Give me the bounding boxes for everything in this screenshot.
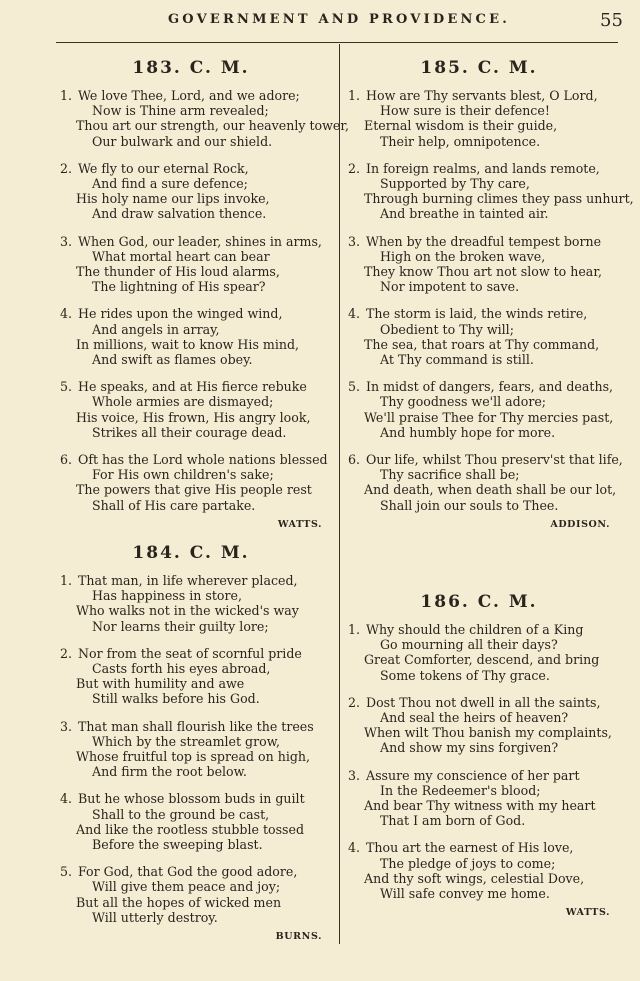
verse-line: And humbly hope for more. [380,424,556,440]
verse-line: 2. We fly to our eternal Rock, [60,160,249,176]
verse-line: 2. Nor from the seat of scornful pride [60,645,302,661]
hymn-author: WATTS. [565,907,610,919]
verse [60,161,322,222]
verse [60,646,322,707]
verse-line: Thou art our strength, our heavenly tower, [76,118,349,134]
verse-line: Our bulwark and our shield. [92,133,273,149]
verse-line: And angels in array, [92,321,220,337]
verse [60,379,322,440]
verse-line: The pledge of joys to come; [380,855,556,871]
verse-number: 2. [348,160,361,176]
verse-line: And draw salvation thence. [92,206,267,222]
verse-line: 1. How are Thy servants blest, O Lord, [348,88,598,103]
verse-line: And seal the heirs of heaven? [380,710,569,726]
running-head [0,10,640,38]
verse-line: And find a sure defence; [92,176,248,192]
verse [60,452,328,513]
verse-line: 3. Assure my conscience of her part [348,767,580,783]
verse-line: And bear Thy witness with my heart [364,798,596,814]
verse-line: And death, when death shall be our lot, [364,482,617,498]
verse-line: 3. That man shall flourish like the trees [60,718,314,734]
verse-line: And thy soft wings, celestial Dove, [364,870,585,886]
verse [60,791,322,852]
hymn-author: WATTS. [277,518,322,530]
verse-line: Nor learns their guilty lore; [92,618,269,634]
verse [60,573,322,634]
column-divider [339,44,340,944]
verse-number: 1. [348,88,361,103]
verse-line: Which by the streamlet grow, [92,733,281,749]
verse-line: His voice, His frown, His angry look, [76,409,311,425]
verse-line: Will give them peace and joy; [92,879,281,895]
hymn-title: 186. C. M. [420,592,538,612]
verse-line: 5. He speaks, and at His fierce rebuke [60,379,307,395]
verse [348,88,610,149]
verse [348,695,610,756]
hymn-186 [348,592,610,918]
verse-number: 1. [348,622,361,637]
verse-line: Thy goodness we'll adore; [380,394,547,410]
verse-line: Whole armies are dismayed; [92,394,274,410]
verse-line: And show my sins forgiven? [380,740,559,756]
verse-line: Whose fruitful top is spread on high, [76,749,311,765]
verse-line: 5. In midst of dangers, fears, and deaths, [348,379,614,395]
verse-line: Will safe convey me home. [380,886,550,902]
verse [60,719,322,780]
verse-line: 3. When God, our leader, shines in arms, [60,233,322,249]
verse-number: 4. [348,306,361,322]
verse-line: Go mourning all their days? [380,637,558,653]
verse-number: 1. [60,88,73,103]
verse-line: Great Comforter, descend, and bring [364,652,600,668]
verse-line: In millions, wait to know His mind, [76,336,300,352]
verse-line: Now is Thine arm revealed; [92,103,269,119]
verse-number: 2. [348,694,361,710]
verse-number: 4. [60,306,73,322]
verse-line: And like the rootless stubble tossed [76,821,305,837]
verse [348,234,610,295]
verse [348,379,614,440]
verse-line: And firm the root below. [92,764,247,780]
verse-number: 5. [348,379,361,395]
verse-line: High on the broken wave, [380,248,546,264]
verse-line: Shall join our souls to Thee. [380,497,559,513]
verse-line: Shall of His care partake. [92,497,256,513]
verse-line: When wilt Thou banish my complaints, [364,725,612,741]
verse-line: 2. In foreign realms, and lands remote, [348,160,600,176]
verse [348,160,634,222]
hymn-183 [60,58,349,530]
verse-line: And swift as flames obey. [92,352,253,368]
verse-line: Casts forth his eyes abroad, [92,661,271,677]
verse-line: Nor impotent to save. [380,279,520,295]
verse-line: 6. Oft has the Lord whole nations blessed [60,452,328,468]
verse-line: 3. When by the dreadful tempest borne [348,233,602,249]
verse-line: And breathe in tainted air. [380,206,549,222]
verse-line: His holy name our lips invoke, [76,191,270,207]
verse-line: Through burning climes they pass unhurt, [364,191,634,207]
verse-line: That I am born of God. [380,813,526,829]
verse-line: 2. Dost Thou not dwell in all the saints, [348,694,601,710]
verse [60,88,349,149]
verse [60,864,322,925]
verse-number: 5. [60,379,73,395]
hymn-185 [348,58,634,530]
verse-line: The powers that give His people rest [76,482,312,498]
verse-line: Will utterly destroy. [92,909,218,925]
verse-line: Before the sweeping blast. [92,837,263,853]
verse-line: Some tokens of Thy grace. [380,667,550,683]
verse-number: 4. [348,840,361,856]
verse-line: They know Thou art not slow to hear, [364,264,602,280]
verse-line: The lightning of His spear? [92,279,266,295]
hymn-author: BURNS. [275,931,322,943]
verse-line: 1. Why should the children of a King [348,622,584,637]
verse-line: Supported by Thy care, [380,176,530,192]
verse-line: Their help, omnipotence. [380,133,541,149]
verse-number: 6. [60,452,73,468]
verse [348,622,610,683]
verse-number: 2. [60,160,73,176]
verse-line: We'll praise Thee for Thy mercies past, [364,409,614,425]
verse [60,234,322,295]
verse-number: 1. [60,573,73,588]
verse-line: At Thy command is still. [380,352,534,368]
verse-line: 4. He rides upon the winged wind, [60,306,283,322]
verse-line: 4. The storm is laid, the winds retire, [348,306,588,322]
verse-line: Obedient to Thy will; [380,321,514,337]
header-rule [56,42,618,43]
verse-line: Shall to the ground be cast, [92,806,270,822]
hymn-author: ADDISON. [550,518,610,530]
verse-line: 1. That man, in life wherever placed, [60,573,298,588]
verse-line: But with humility and awe [76,676,245,692]
verse-line: 4. But he whose blossom buds in guilt [60,791,305,807]
verse [348,768,610,829]
verse-line: For His own children's sake; [92,467,274,483]
verse-line: Has happiness in store, [92,588,242,604]
verse-line: Strikes all their courage dead. [92,424,287,440]
verse-number: 6. [348,452,361,468]
verse-line: Eternal wisdom is their guide, [364,118,558,134]
verse-number: 3. [348,233,361,249]
hymn-title: 183. C. M. [132,58,250,78]
hymn-title: 185. C. M. [420,58,538,78]
verse [60,306,322,367]
verse-number: 5. [60,864,73,880]
verse-line: In the Redeemer's blood; [380,782,541,798]
verse-line: What mortal heart can bear [92,248,270,264]
verse-line: Who walks not in the wicked's way [76,603,299,619]
verse-line: 6. Our life, whilst Thou preserv'st that life, [348,452,623,468]
verse-number: 2. [60,645,73,661]
verse [348,840,610,901]
verse-line: The thunder of His loud alarms, [76,264,280,280]
verse-line: But all the hopes of wicked men [76,894,282,910]
verse [348,452,623,513]
hymn-title: 184. C. M. [132,543,250,563]
verse-line: The sea, that roars at Thy command, [364,336,600,352]
verse-number: 3. [348,767,361,783]
verse-line: 5. For God, that God the good adore, [60,864,298,880]
hymn-184 [60,543,322,942]
verse-number: 3. [60,233,73,249]
verse-line: Still walks before his God. [92,691,260,707]
verse-line: Thy sacrifice shall be; [380,467,520,483]
verse-line: 1. We love Thee, Lord, and we adore; [60,88,300,103]
verse [348,306,610,367]
page-number: 55 [600,10,623,31]
verse-number: 4. [60,791,73,807]
verse-number: 3. [60,718,73,734]
verse-line: 4. Thou art the earnest of His love, [348,840,574,856]
verse-line: How sure is their defence! [380,103,550,119]
running-title: GOVERNMENT AND PROVIDENCE. [168,12,510,27]
